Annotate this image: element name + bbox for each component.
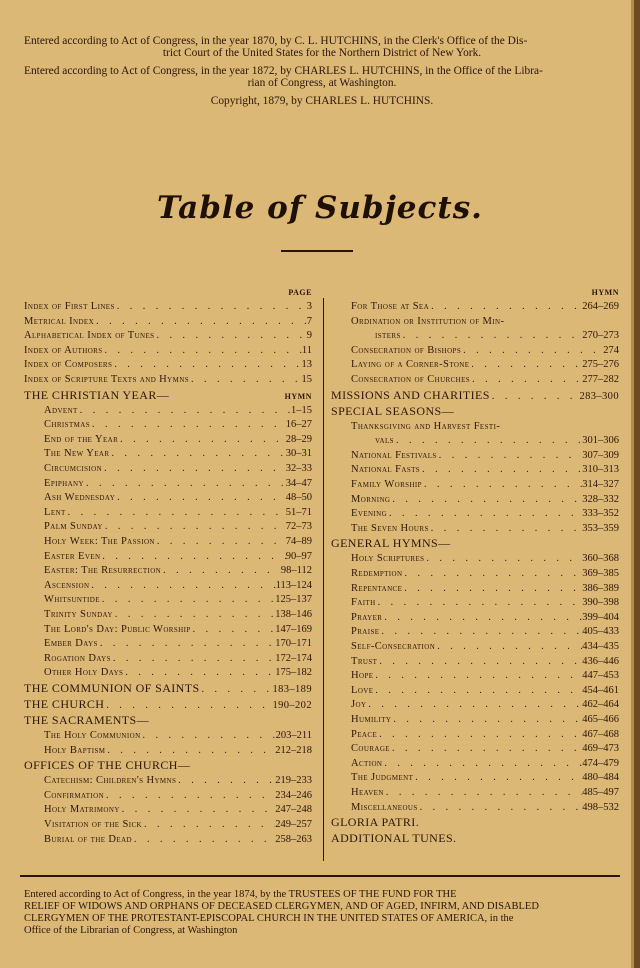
dot-leader (100, 549, 285, 564)
entry-number: 28–29 (285, 433, 312, 445)
dot-leader (391, 712, 582, 727)
entry-number: 270–273 (582, 330, 619, 342)
page-column-header: PAGE (288, 288, 312, 297)
dot-leader (142, 817, 275, 832)
dot-leader (176, 773, 275, 788)
dot-leader (390, 492, 582, 507)
toc-entry-christmas (24, 417, 312, 432)
entry-label: Holy Week: The Passion (44, 536, 155, 547)
entry-number: 183–189 (272, 684, 312, 695)
toc-entry-ember-days (24, 636, 312, 651)
entry-number: 3 (306, 301, 312, 312)
entry-number: 485–497 (582, 787, 619, 798)
dot-leader (420, 462, 582, 477)
entry-number: 249–257 (275, 819, 312, 830)
section-offices-of-the-church (24, 757, 312, 773)
toc-entry-thanksgiving-and-harvest-festi (331, 419, 619, 434)
toc-entry-confirmation (24, 788, 312, 803)
entry-number: 203–211 (275, 730, 312, 741)
dot-leader (418, 800, 583, 815)
column-divider (323, 298, 324, 861)
dot-leader (94, 314, 307, 329)
entry-number: 277–282 (582, 374, 619, 385)
entry-number: 283–300 (579, 390, 619, 402)
entry-label: Christmas (44, 419, 90, 431)
dot-leader (78, 403, 291, 418)
entry-label: Trust (351, 655, 378, 667)
toc-entry-alphabetical-index-of-tunes (24, 328, 312, 343)
entry-number: 310–313 (582, 464, 619, 476)
dot-leader (90, 417, 286, 432)
entry-number: 125–137 (275, 594, 312, 606)
dot-leader (373, 683, 582, 698)
toc-entry-advent (24, 403, 312, 418)
binding-edge (634, 0, 640, 968)
entry-number: 399–404 (582, 611, 619, 623)
dot-leader (402, 566, 582, 581)
entry-number: 447–453 (582, 670, 619, 682)
dot-leader (394, 433, 582, 448)
entry-number: 9 (306, 330, 312, 342)
entry-number: 34–47 (285, 477, 312, 489)
entry-number: 172–174 (275, 652, 312, 664)
dot-leader (402, 581, 582, 596)
entry-number: 465–466 (582, 714, 619, 725)
dot-leader (98, 636, 275, 651)
dot-leader (191, 622, 276, 637)
dot-leader (469, 357, 582, 372)
entry-label: Holy Scriptures (351, 553, 425, 565)
dot-leader (100, 592, 275, 607)
toc-entry-catechism-children-s-hymns (24, 773, 312, 788)
dot-leader (382, 610, 582, 625)
entry-label: Alphabetical Index of Tunes (24, 330, 155, 342)
entry-label: Visitation of the Sick (44, 819, 142, 830)
entry-number: 190–202 (272, 700, 312, 711)
toc-entry-end-of-the-year (24, 432, 312, 447)
entry-number: 15 (301, 374, 312, 385)
entry-label: Redemption (351, 568, 403, 579)
toc-entry-metrical-index (24, 314, 312, 329)
section-special-seasons (331, 403, 619, 419)
dot-leader (155, 534, 286, 549)
entry-label: Burial of the Dead (44, 833, 132, 845)
entry-number: 274 (603, 344, 619, 356)
entry-number: 16–27 (285, 419, 312, 431)
entry-label: The New Year (44, 448, 110, 460)
dot-leader (379, 624, 582, 639)
title-rule (281, 250, 353, 252)
dot-leader (115, 490, 286, 505)
toc-entry-redemption (331, 566, 619, 581)
section-the-christian-year (24, 387, 312, 403)
entry-number: 48–50 (285, 492, 312, 504)
entry-label: Repentance (351, 582, 403, 594)
dot-leader (461, 343, 603, 358)
toc-entry-repentance (331, 581, 619, 596)
entry-label: Palm Sunday (44, 521, 103, 533)
entry-number: 219–233 (275, 775, 312, 787)
dot-leader (89, 578, 275, 593)
entry-number: 90–97 (285, 550, 312, 562)
entry-label: Miscellaneous (351, 801, 418, 813)
toc-entry-faith (331, 595, 619, 610)
entry-label: THE SACRAMENTS— (24, 713, 150, 727)
entry-number: 1–15 (291, 404, 312, 416)
toc-entry-heaven (331, 785, 619, 800)
dot-leader (104, 788, 275, 803)
toc-entry-trust (331, 654, 619, 669)
dot-leader (401, 328, 583, 343)
entry-number: 498–532 (582, 801, 619, 813)
dot-leader (154, 328, 306, 343)
entry-label: Praise (351, 626, 380, 638)
dot-leader (84, 476, 286, 491)
toc-entry-joy (331, 697, 619, 712)
footer-rule (20, 875, 620, 877)
toc-entry-ascension (24, 578, 312, 593)
toc-entry-self-consecration (331, 639, 619, 654)
entry-number: 32–33 (285, 463, 312, 474)
dot-leader (123, 665, 275, 680)
dot-leader (141, 728, 276, 743)
dot-leader (435, 639, 582, 654)
entry-label: THE CHURCH (24, 697, 105, 711)
entry-number: 13 (301, 359, 312, 371)
toc-entry-praise (331, 624, 619, 639)
entry-label: Heaven (351, 787, 384, 798)
entry-label: The Holy Communion (44, 730, 141, 741)
dot-leader (103, 343, 302, 358)
entry-number: 258–263 (275, 833, 312, 845)
toc-entry-vals (331, 433, 619, 448)
dot-leader (366, 697, 582, 712)
copyright-1879: Copyright, 1879, by CHARLES L. HUTCHINS. (210, 95, 434, 107)
entry-label: Love (351, 684, 374, 696)
section-general-hymns (331, 535, 619, 551)
toc-entry-for-those-at-sea (331, 299, 619, 314)
toc-entry-the-lord-s-day-public-worship (24, 622, 312, 637)
entry-label: Index of First Lines (24, 301, 115, 312)
toc-entry-other-holy-days (24, 665, 312, 680)
entry-label: Easter Even (44, 550, 101, 562)
section-the-sacraments (24, 712, 312, 728)
entry-number: 434–435 (582, 641, 619, 652)
dot-leader (377, 727, 582, 742)
toc-entry-easter-the-resurrection (24, 563, 312, 578)
entry-number: 390–398 (582, 597, 619, 609)
entry-label: Humility (351, 714, 392, 725)
dot-leader (413, 770, 582, 785)
entry-label: For Those at Sea (351, 301, 430, 312)
entry-label: Ember Days (44, 638, 98, 650)
entry-number: 436–446 (582, 655, 619, 667)
entry-label: Family Worship (351, 479, 422, 490)
entry-number: 405–433 (582, 626, 619, 638)
copyright-1874: Entered according to Act of Congress, in the year 1874, by the TRUSTEES OF THE FUND FOR THE RELIEF OF WIDOWS AND ORPHANS OF DECEASED CLERGYMEN, AND OF AGED, INFIRM, AND DISABLED CLERGYMEN OF THE PROTESTANT-EPISCOPAL CHURCH IN THE UNITED STATES OF AMERICA, in the Office of the Librarian of Congress, at Washington (24, 889, 539, 936)
entry-label: Courage (351, 743, 390, 755)
entry-number: 138–146 (275, 609, 312, 620)
dot-leader (424, 551, 582, 566)
toc-entry-family-worship (331, 477, 619, 492)
toc-entry-trinity-sunday (24, 607, 312, 622)
entry-label: ADDITIONAL TUNES. (331, 831, 457, 846)
toc-entry-the-seven-hours (331, 521, 619, 536)
entry-number: 307–309 (582, 449, 619, 461)
entry-label: SPECIAL SEASONS— (331, 403, 454, 418)
dot-leader (113, 607, 275, 622)
dot-leader (105, 743, 275, 758)
entry-label: Whitsuntide (44, 594, 100, 606)
entry-number: 360–368 (582, 553, 619, 565)
entry-label: Epiphany (44, 477, 84, 489)
entry-label: THE CHRISTIAN YEAR— (24, 387, 170, 402)
dot-leader (373, 668, 582, 683)
entry-number: 98–112 (280, 565, 312, 577)
entry-label: Thanksgiving and Harvest Festi- (351, 420, 501, 432)
toc-entry-evening (331, 506, 619, 521)
entry-label: Index of Scripture Texts and Hymns (24, 374, 189, 385)
dot-leader (390, 741, 582, 756)
dot-leader (189, 372, 302, 387)
dot-leader (109, 446, 285, 461)
dot-leader (437, 448, 583, 463)
toc-entry-ash-wednesday (24, 490, 312, 505)
entry-number: 454–461 (582, 684, 619, 696)
entry-label: The Lord's Day: Public Worship (44, 623, 191, 635)
entry-label: Holy Baptism (44, 744, 106, 756)
dot-leader (103, 519, 286, 534)
toc-entry-humility (331, 712, 619, 727)
section-the-communion-of-saints (24, 680, 312, 696)
dot-leader (429, 299, 582, 314)
dot-leader (377, 654, 582, 669)
entry-label: Circumcision (44, 463, 103, 474)
toc-entry-the-holy-communion (24, 728, 312, 743)
toc-entry-prayer (331, 610, 619, 625)
entry-label: Index of Composers (24, 359, 113, 371)
entry-label: Ash Wednesday (44, 492, 116, 504)
entry-number: 113–124 (275, 579, 312, 591)
entry-label: Holy Matrimony (44, 804, 120, 816)
entry-label: The Judgment (351, 772, 414, 784)
entry-label: Hope (351, 670, 374, 682)
dot-leader (118, 432, 286, 447)
toc-entry-index-of-scripture-texts-and-hymns (24, 372, 312, 387)
toc-entry-courage (331, 741, 619, 756)
entry-label: Easter: The Resurrection (44, 565, 162, 577)
dot-leader (111, 651, 275, 666)
entry-label: End of the Year (44, 433, 119, 445)
section-the-church (24, 696, 312, 712)
entry-number: 474–479 (582, 757, 619, 769)
entry-label: National Fasts (351, 464, 421, 476)
dot-leader (132, 832, 275, 847)
toc-entry-miscellaneous (331, 800, 619, 815)
toc-entry-hope (331, 668, 619, 683)
entry-number: 328–332 (582, 493, 619, 505)
entry-number: 369–385 (582, 568, 619, 579)
toc-entry-consecration-of-churches (331, 372, 619, 387)
dot-leader (422, 477, 582, 492)
toc-entry-the-new-year (24, 446, 312, 461)
entry-label: Ascension (44, 579, 90, 591)
page-title: Table of Subjects. (157, 190, 483, 226)
entry-label: Consecration of Churches (351, 374, 471, 385)
copyright-1872: Entered according to Act of Congress, in the year 1872, by CHARLES L. HUTCHINS, in the Office of the Libra- rian of Congress, at Washington. (24, 65, 543, 89)
dot-leader (376, 595, 583, 610)
hymn-column-header: HYMN (591, 288, 619, 297)
entry-label: MISSIONS AND CHARITIES (331, 387, 490, 402)
entry-label: Advent (44, 404, 78, 416)
dot-leader (102, 461, 286, 476)
entry-number: 480–484 (582, 772, 619, 784)
entry-label: Joy (351, 699, 367, 711)
entry-label: THE COMMUNION OF SAINTS (24, 681, 200, 695)
entry-label: The Seven Hours (351, 522, 429, 534)
entry-number: 386–389 (582, 582, 619, 594)
toc-entry-circumcision (24, 461, 312, 476)
entry-number: 247–248 (275, 804, 312, 816)
entry-number: 275–276 (582, 359, 619, 371)
dot-leader (382, 756, 582, 771)
dot-leader (66, 505, 286, 520)
entry-number: 234–246 (275, 789, 312, 801)
entry-label: GENERAL HYMNS— (331, 536, 451, 551)
toc-entry-love (331, 683, 619, 698)
toc-entry-index-of-composers (24, 357, 312, 372)
entry-number: 7 (306, 315, 312, 327)
entry-label: OFFICES OF THE CHURCH— (24, 758, 191, 773)
entry-label: vals (375, 435, 394, 447)
entry-number: 264–269 (582, 301, 619, 312)
toc-entry-burial-of-the-dead (24, 832, 312, 847)
entry-label: Catechism: Children's Hymns (44, 775, 177, 787)
entry-label: GLORIA PATRI. (331, 815, 420, 830)
entry-number: 469–473 (582, 743, 619, 755)
entry-label: Action (351, 757, 383, 769)
dot-leader (470, 372, 582, 387)
entry-label: Morning (351, 493, 391, 505)
entry-label: Ordination or Institution of Min- (351, 315, 505, 327)
toc-entry-easter-even (24, 549, 312, 564)
entry-label: Self-Consecration (351, 641, 436, 652)
toc-entry-lent (24, 505, 312, 520)
entry-number: 175–182 (275, 667, 312, 679)
dot-leader (384, 785, 582, 800)
toc-entry-holy-matrimony (24, 802, 312, 817)
entry-number: HYMN (284, 391, 312, 401)
entry-number: 30–31 (285, 448, 312, 460)
toc-entry-holy-week-the-passion (24, 534, 312, 549)
toc-entry-consecration-of-bishops (331, 343, 619, 358)
copyright-1870: Entered according to Act of Congress, in the year 1870, by C. L. HUTCHINS, in the Clerk's Office of the Dis- trict Court of the United States for the Northern District of New York. (24, 35, 528, 59)
entry-number: 353–359 (582, 522, 619, 534)
section-gloria-patri (331, 814, 619, 830)
entry-label: Lent (44, 506, 66, 518)
toc-entry-rogation-days (24, 651, 312, 666)
toc-entry-palm-sunday (24, 519, 312, 534)
toc-entry-national-festivals (331, 448, 619, 463)
entry-number: 72–73 (285, 521, 312, 533)
entry-number: 11 (301, 344, 312, 356)
dot-leader (161, 563, 281, 578)
section-additional-tunes (331, 830, 619, 846)
toc-entry-holy-baptism (24, 743, 312, 758)
toc-entry-epiphany (24, 476, 312, 491)
toc-entry-index-of-authors (24, 343, 312, 358)
entry-label: Index of Authors (24, 344, 103, 356)
entry-number: 212–218 (275, 744, 312, 756)
toc-entry-peace (331, 727, 619, 742)
toc-entry-isters (331, 328, 619, 343)
entry-label: National Festivals (351, 449, 437, 461)
entry-number: 467–468 (582, 728, 619, 740)
entry-label: Evening (351, 508, 388, 520)
entry-label: isters (375, 330, 401, 342)
toc-entry-whitsuntide (24, 592, 312, 607)
entry-label: Faith (351, 597, 376, 609)
toc-entry-visitation-of-the-sick (24, 817, 312, 832)
dot-leader (429, 521, 582, 536)
entry-label: Consecration of Bishops (351, 344, 462, 356)
entry-label: Trinity Sunday (44, 609, 113, 620)
entry-number: 314–327 (582, 479, 619, 490)
toc-entry-the-judgment (331, 770, 619, 785)
toc-entry-action (331, 756, 619, 771)
section-missions-and-charities (331, 387, 619, 403)
toc-entry-ordination-or-institution-of-min (331, 314, 619, 329)
toc-entry-laying-of-a-corner-stone (331, 357, 619, 372)
toc-entry-index-of-first-lines (24, 299, 312, 314)
entry-number: 333–352 (582, 508, 619, 520)
entry-label: Rogation Days (44, 652, 111, 664)
entry-number: 170–171 (275, 638, 312, 650)
entry-label: Other Holy Days (44, 667, 124, 679)
dot-leader (112, 357, 301, 372)
entry-label: Prayer (351, 611, 383, 623)
toc-entry-morning (331, 492, 619, 507)
entry-label: Peace (351, 728, 378, 740)
entry-number: 74–89 (285, 536, 312, 547)
entry-label: Confirmation (44, 789, 105, 801)
entry-number: 462–464 (582, 699, 619, 711)
dot-leader (387, 506, 582, 521)
entry-label: Metrical Index (24, 315, 95, 327)
toc-entry-holy-scriptures (331, 551, 619, 566)
toc-entry-national-fasts (331, 462, 619, 477)
entry-number: 301–306 (582, 435, 619, 447)
entry-number: 147–169 (275, 623, 312, 635)
dot-leader (115, 299, 307, 314)
entry-number: 51–71 (285, 506, 312, 518)
dot-leader (120, 802, 275, 817)
entry-label: Laying of a Corner-Stone (351, 359, 470, 371)
